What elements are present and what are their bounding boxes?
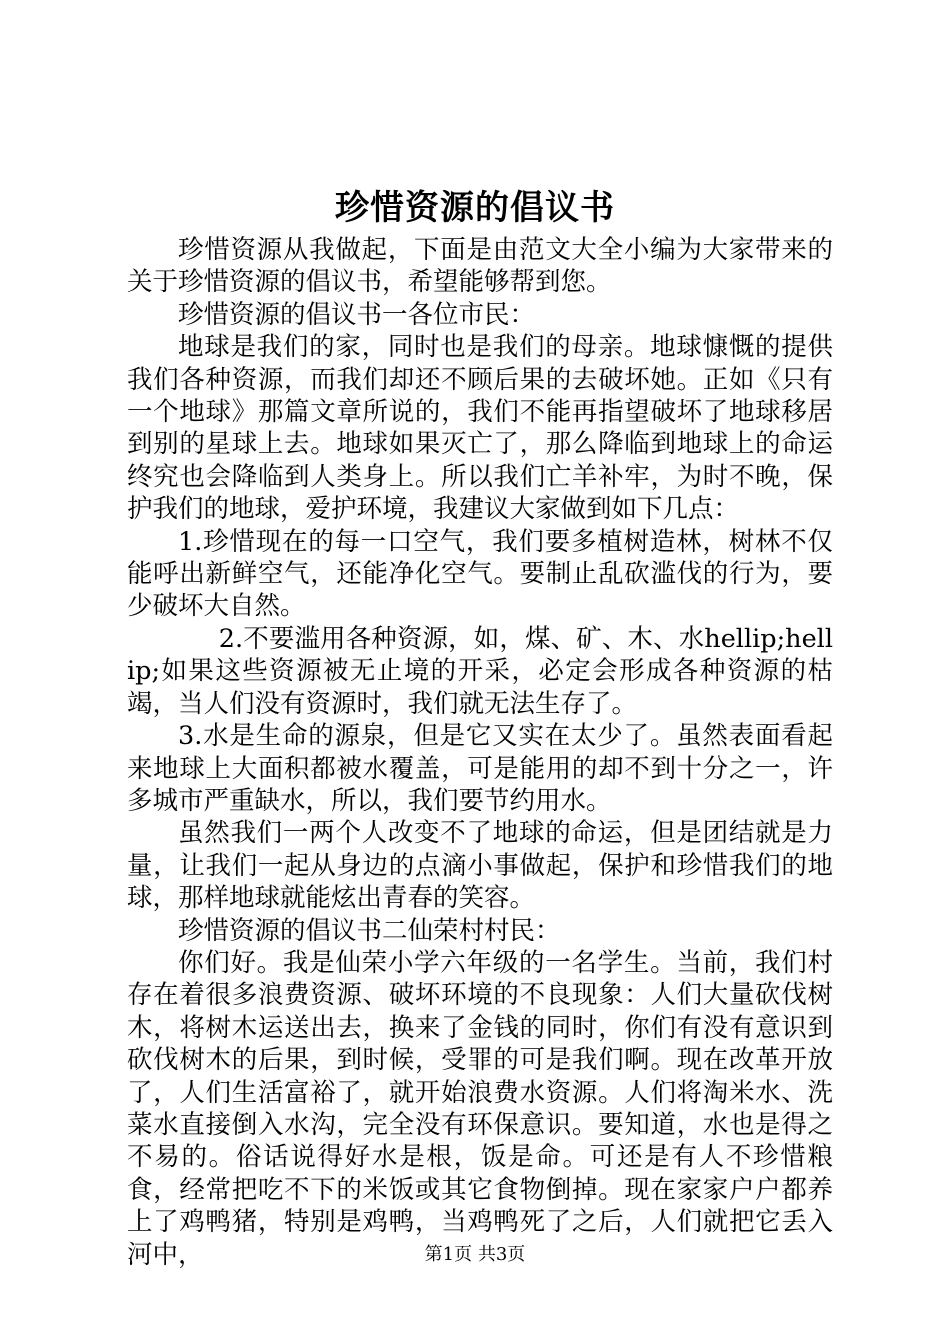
document-title: 珍惜资源的倡议书: [335, 188, 615, 228]
paragraph-heading-one: 珍惜资源的倡议书一各位市民：: [178, 299, 536, 330]
paragraph-conclusion: 虽然我们一两个人改变不了地球的命运，但是团结就是力量，让我们一起从身边的点滴小事做起，保护和珍惜我们的地球，那样地球就能炫出青春的笑容。: [127, 818, 833, 914]
paragraph-point-three: 3.水是生命的源泉，但是它又实在太少了。虽然表面看起来地球上大面积都被水覆盖，可是能用的却不到十分之一，许多城市严重缺水，所以，我们要节约用水。: [127, 721, 833, 816]
paragraph-earth: 地球是我们的家，同时也是我们的母亲。地球慷慨的提供我们各种资源，而我们却还不顾后果的去破坏她。正如《只有一个地球》那篇文章所说的，我们不能再指望破坏了地球移居到别的星球上去。地球如果灭亡了，那么降临到地球上的命运终究也会降临到人类身上。所以我们亡羊补牢，为时不晚，保护我们的地球，爱护环境，我建议大家做到如下几点：: [127, 332, 833, 525]
paragraph-village: 你们好。我是仙荣小学六年级的一名学生。当前，我们村存在着很多浪费资源、破坏环境的不良现象：人们大量砍伐树木，将树木运送出去，换来了金钱的同时，你们有没有意识到砍伐树木的后果，到时候，受罪的可是我们啊。现在改革开放了，人们生活富裕了，就开始浪费水资源。人们将淘米水、洗菜水直接倒入水沟，完全没有环保意识。要知道，水也是得之不易的。俗话说得好水是根，饭是命。可还是有人不珍惜粮食，经常把吃不下的米饭或其它食物倒掉。现在家家户户都养上了鸡鸭猪，特别是鸡鸭，当鸡鸭死了之后，人们就把它丢入河中，: [127, 947, 833, 1270]
page-footer: 第1页 共3页: [424, 1244, 526, 1265]
paragraph-heading-two: 珍惜资源的倡议书二仙荣村村民：: [178, 915, 561, 946]
paragraph-intro: 珍惜资源从我做起，下面是由范文大全小编为大家带来的关于珍惜资源的倡议书，希望能够帮到您。: [127, 235, 833, 298]
paragraph-point-two: 2.不要滥用各种资源，如，煤、矿、木、水hellip;hellip;如果这些资源被无止境的开采，必定会形成各种资源的枯竭，当人们没有资源时，我们就无法生存了。: [127, 623, 833, 719]
document-body: [127, 234, 833, 1271]
paragraph-point-one: 1.珍惜现在的每一口空气，我们要多植树造林，树林不仅能呼出新鲜空气，还能净化空气。要制止乱砍滥伐的行为，要少破坏大自然。: [127, 526, 833, 622]
